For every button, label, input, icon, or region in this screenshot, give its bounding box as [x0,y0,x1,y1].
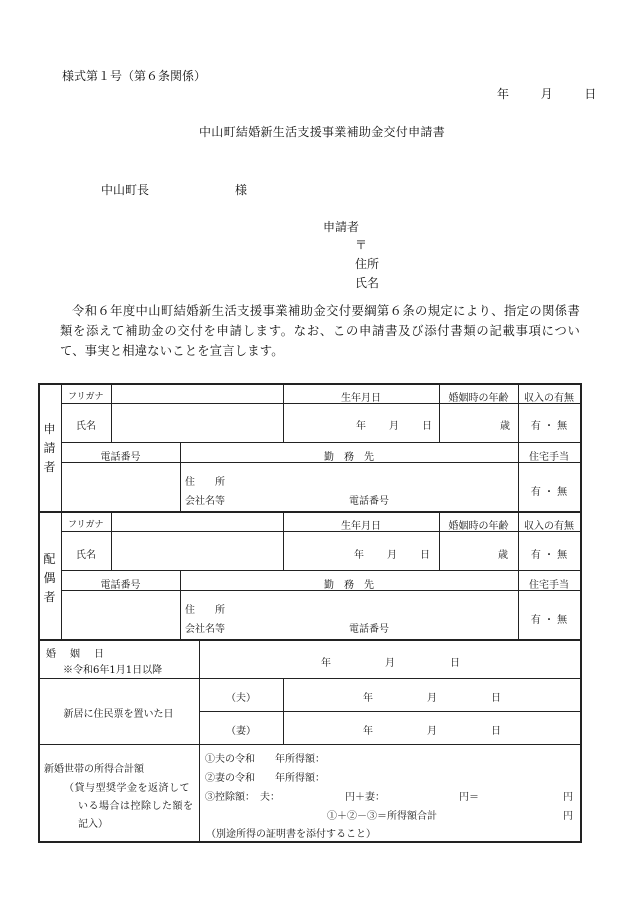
addressee-name: 中山町長 [101,183,150,197]
deduction-equals: 円＝ [459,792,479,803]
work-address-label: 住 所 [185,477,225,488]
postal-mark: 〒 [355,238,368,252]
housing-yes-no: 有 ・ 無 [530,487,568,498]
husband-month: 月 [427,693,437,704]
income-sum-formula: ①＋②－③＝所得額合計 [327,811,437,822]
form-number: 様式第１号（第６条関係） [62,69,207,83]
income-yes-no: 有 ・ 無 [530,421,568,432]
wife-income: ②妻の令和 年所得額： [205,773,325,784]
workplace-header: 勤 務 先 [324,452,374,463]
date-year: 年 [497,87,510,101]
birth-day: 日 [422,421,432,432]
income-note-1: （貸与型奨学金を返済して [64,783,190,794]
company-label: 会社名等 [185,496,225,507]
housing-allowance-header: 住宅手当 [529,580,569,591]
husband-day: 日 [491,693,501,704]
husband-year: 年 [363,693,373,704]
spouse-side-label [38,550,61,607]
birth-year: 年 [356,421,366,432]
marriage-day: 日 [450,658,460,669]
work-phone-label: 電話番号 [349,496,389,507]
applicant-side-label [38,420,61,477]
deduction-husband: ③控除額： 夫： [205,792,280,803]
marriage-year: 年 [321,658,331,669]
addressee-honorific: 様 [235,183,248,197]
housing-allowance-header: 住宅手当 [529,452,569,463]
work-phone-label: 電話番号 [349,624,389,635]
wife-year: 年 [363,726,373,737]
header-date [497,85,596,102]
side-char: 者 [43,590,56,604]
furigana-label: フリガナ [68,520,104,530]
date-month: 月 [540,87,553,101]
applicant-address: 住所 [355,257,380,271]
side-char: 者 [43,460,56,474]
work-address-label: 住 所 [185,605,225,616]
company-label: 会社名等 [185,624,225,635]
income-note-2: いる場合は控除した額を [78,801,194,812]
birthdate-header: 生年月日 [341,393,381,404]
wife-day: 日 [491,726,501,737]
furigana-label: フリガナ [68,392,104,402]
income-header: 収入の有無 [524,393,574,404]
declaration-text: 令和６年度中山町結婚新生活支援事業補助金交付要綱第６条の規定により、指定の関係書類を添えて補助金の交付を申請します。なお、この申請書及び添付書類の記載事項について、事実と相違ないことを宣言します。 [60,304,580,358]
birth-month: 月 [387,550,397,561]
housing-yes-no: 有 ・ 無 [530,615,568,626]
side-char: 請 [43,441,56,455]
age-unit: 歳 [500,421,510,432]
income-sum-yen: 円 [563,811,573,822]
deduction-yen: 円 [563,792,573,803]
marriage-age-header: 婚姻時の年齢 [448,521,509,532]
marriage-month: 月 [385,658,395,669]
residence-label: 新居に住民票を置いた日 [63,709,174,720]
husband-label: （夫） [226,693,256,704]
age-unit: 歳 [498,550,508,561]
birth-day: 日 [420,550,430,561]
birth-year: 年 [354,550,364,561]
deduction-wife: 円＋妻： [345,792,385,803]
income-total-label: 新婚世帯の所得合計額 [44,764,144,775]
name-label: 氏名 [76,421,96,432]
name-label: 氏名 [76,550,96,561]
income-header: 収入の有無 [524,521,574,532]
marriage-date-note: ※令和6年1月1日以降 [63,665,163,676]
wife-month: 月 [427,726,437,737]
side-char: 配 [43,552,56,566]
phone-header: 電話番号 [100,580,141,591]
side-char: 申 [43,422,56,436]
date-day: 日 [584,87,597,101]
husband-income: ①夫の令和 年所得額： [205,754,325,765]
side-char: 偶 [43,571,56,585]
applicant-label: 申請者 [323,220,360,234]
birthdate-header: 生年月日 [341,521,381,532]
document-title: 中山町結婚新生活支援事業補助金交付申請書 [199,125,446,139]
income-note-3: 記入） [78,819,108,830]
phone-header: 電話番号 [100,452,141,463]
income-yes-no: 有 ・ 無 [530,550,568,561]
workplace-header: 勤 務 先 [324,580,374,591]
income-cert-note: （別途所得の証明書を添付すること） [206,829,376,840]
birth-month: 月 [389,421,399,432]
marriage-age-header: 婚姻時の年齢 [448,393,509,404]
applicant-name: 氏名 [355,276,380,290]
marriage-date-label: 婚 姻 日 [46,649,106,660]
wife-label: （妻） [226,726,256,737]
